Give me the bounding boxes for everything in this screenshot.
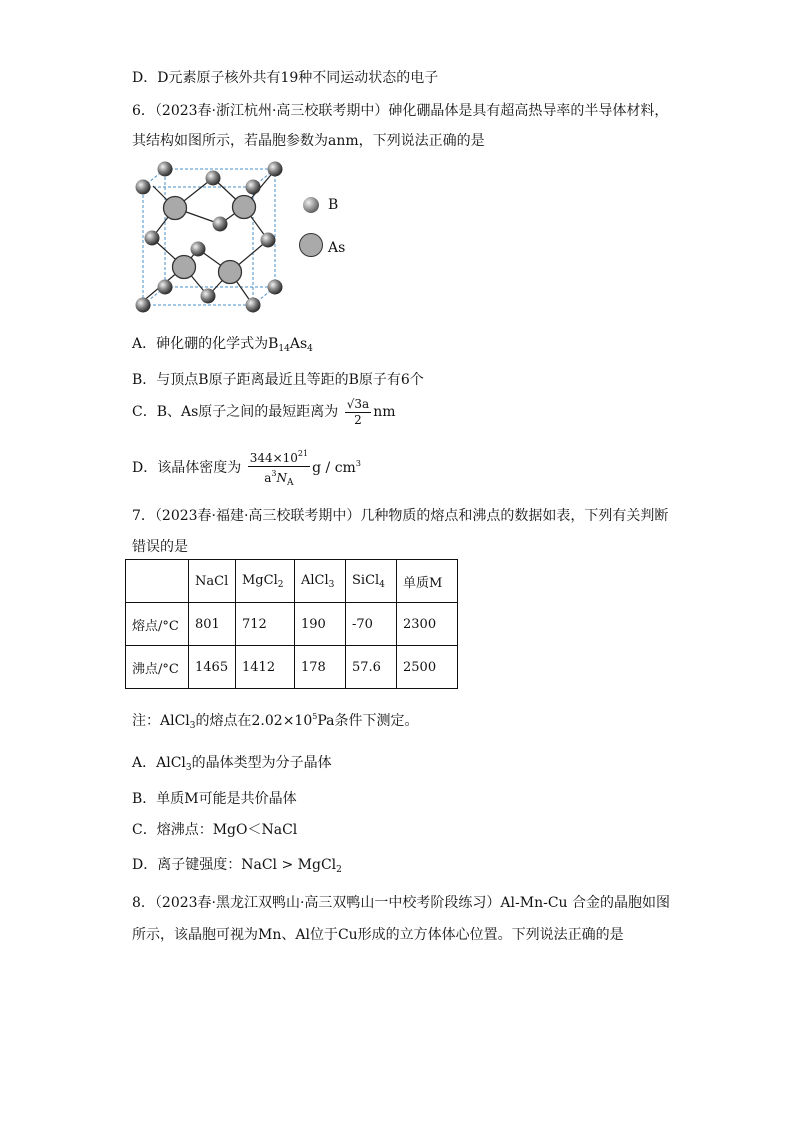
table-header-cell: NaCl xyxy=(189,560,236,603)
q5-option-d: D．D元素原子核外共有19种不同运动状态的电子 xyxy=(132,70,439,86)
q7-stem-line1: 7．（2023春·福建·高三校联考期中）几种物质的熔点和沸点的数据如表，下列有关判断 xyxy=(132,508,669,524)
q7-stem-line2: 错误的是 xyxy=(132,539,188,555)
table-cell: 2500 xyxy=(397,646,458,689)
row-label-cell: 熔点/°C xyxy=(126,603,189,646)
table-cell: -70 xyxy=(346,603,397,646)
q7-note: 注：AlCl$_3$的熔点在$2.02\times 10^5Pa$条件下测定。 xyxy=(132,712,419,731)
table-cell: 1465 xyxy=(189,646,236,689)
q8-stem-line1: 8．（2023春·黑龙江双鸭山·高三双鸭山一中校考阶段练习）Al-Mn-Cu 合金的晶胞如图 xyxy=(132,895,671,911)
row-label-cell: 沸点/°C xyxy=(126,646,189,689)
table-cell: 1412 xyxy=(236,646,295,689)
table-header-cell: AlCl$_3$ xyxy=(295,560,346,603)
boron-atom-legend-icon xyxy=(303,197,319,213)
q7-option-a: A．AlCl$_3$的晶体类型为分子晶体 xyxy=(132,755,332,773)
arsenic-atom-legend-icon xyxy=(299,233,323,257)
table-header-cell: SiCl$_4$ xyxy=(346,560,397,603)
table-cell: 178 xyxy=(295,646,346,689)
table-cell: 190 xyxy=(295,603,346,646)
legend-as-label: As xyxy=(328,240,346,256)
table-header-cell xyxy=(126,560,189,603)
q6-option-a: A．砷化硼的化学式为$B_{14}As_4$ xyxy=(132,336,313,354)
table-cell: 2300 xyxy=(397,603,458,646)
fraction-root3a-over-2: $\frac{√3a}{2}$ xyxy=(346,397,370,427)
q6-stem-line1: 6．（2023春·浙江杭州·高三校联考期中）砷化硼晶体是具有超高热导率的半导体材料， xyxy=(132,103,669,119)
table-row xyxy=(126,646,458,689)
q8-stem-line2: 所示，该晶胞可视为Mn、Al位于Cu形成的立方体体心位置。下列说法正确的是 xyxy=(132,927,624,943)
legend-b-label: B xyxy=(328,197,339,213)
q7-option-b: B．单质M可能是共价晶体 xyxy=(132,791,297,807)
q6-option-b: B．与顶点B原子距离最近且等距的B原子有6个 xyxy=(132,372,424,388)
q6-stem-line2: 其结构如图所示，若晶胞参数为anm，下列说法正确的是 xyxy=(132,133,485,149)
q6-option-c: C．B、As原子之间的最短距离为 $\frac{√3a}{2}$ nm xyxy=(132,397,396,427)
q7-option-c: C．熔沸点：MgO＜NaCl xyxy=(132,822,298,838)
table-header-cell: 单质M xyxy=(397,560,458,603)
crystal-structure-diagram xyxy=(125,155,295,320)
table-cell: 57.6 xyxy=(346,646,397,689)
table-header-cell: MgCl$_2$ xyxy=(236,560,295,603)
density-fraction: $\frac{344\times 10^{21}}{a^3N_A}$ xyxy=(248,446,310,490)
q6-option-d: D．该晶体密度为 $\frac{344\times 10^{21}}{a^3N_A}$ g / $cm^3$ xyxy=(132,446,361,490)
table-row xyxy=(126,603,458,646)
table-cell: 712 xyxy=(236,603,295,646)
table-cell: 801 xyxy=(189,603,236,646)
melting-boiling-point-table xyxy=(125,559,458,689)
q7-option-d: D．离子键强度：NaCl > MgCl$_2$ xyxy=(132,857,342,875)
table-header-row xyxy=(126,560,458,603)
